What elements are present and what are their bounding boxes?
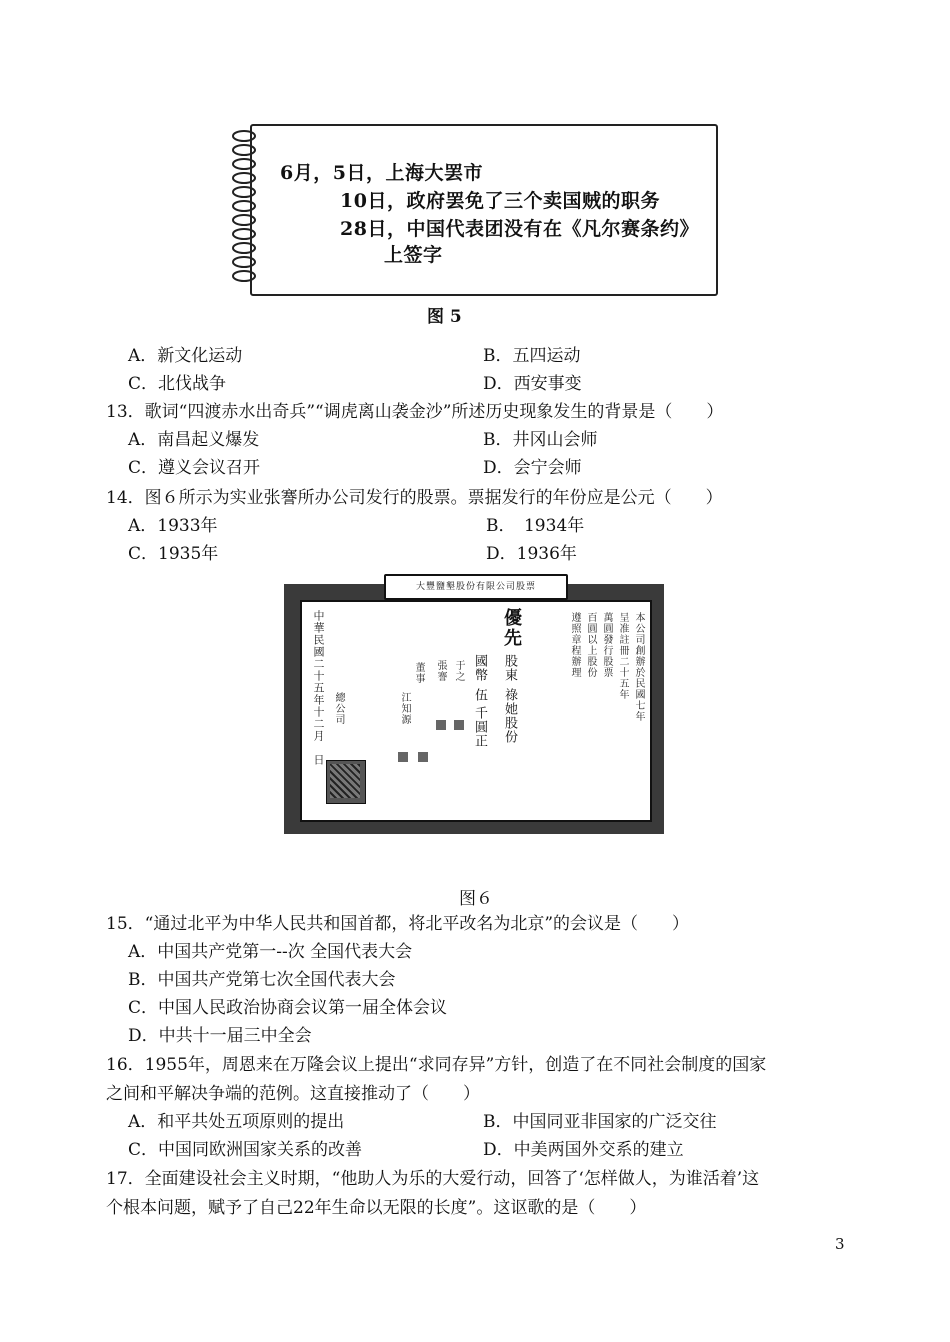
q12-option-a: A．新文化运动 bbox=[128, 346, 243, 366]
q16-stem-line-2: 之间和平解决争端的范例。这直接推动了（ ） bbox=[106, 1084, 480, 1104]
q14-stem: 14．图６所示为实业张謇所办公司发行的股票。票据发行的年份应是公元（ ） bbox=[106, 488, 723, 508]
fig5-line-4: 上签字 bbox=[384, 244, 443, 266]
cert-shares: 祿她股份 bbox=[502, 688, 517, 744]
q12-option-c: C．北伐战争 bbox=[128, 374, 227, 394]
cert-text-col: 萬圓發行股票 bbox=[601, 612, 612, 678]
q13-option-c: C．遵义会议召开 bbox=[128, 458, 261, 478]
cert-text-col: 遵照章程辦理 bbox=[569, 612, 580, 678]
q12-option-d: D．西安事变 bbox=[483, 374, 582, 394]
q12-option-b: B．五四运动 bbox=[483, 346, 581, 366]
q17-stem-line-2: 个根本问题，赋予了自己22年生命以无限的长度”。这讴歌的是（ ） bbox=[106, 1198, 647, 1218]
spiral-binding-icon bbox=[228, 128, 264, 292]
fig5-line-1: 6月，5日，上海大罢市 bbox=[280, 162, 483, 184]
q14-option-a: A．1933年 bbox=[128, 516, 218, 536]
q16-option-d: D．中美两国外交系的建立 bbox=[483, 1140, 684, 1160]
cert-currency: 國幣 bbox=[472, 654, 487, 682]
figure-6-stock-certificate bbox=[284, 572, 664, 838]
q16-option-b: B．中国同亚非国家的广泛交往 bbox=[483, 1112, 717, 1132]
q15-option-c: C．中国人民政治协商会议第一届全体会议 bbox=[128, 998, 448, 1018]
cert-text-col: 百圓以上股份 bbox=[585, 612, 596, 678]
cert-small-stamp bbox=[436, 720, 446, 730]
q13-option-a: A．南昌起义爆发 bbox=[128, 430, 260, 450]
q14-option-d: D．1936年 bbox=[486, 544, 577, 564]
q13-option-d: D．会宁会师 bbox=[483, 458, 582, 478]
cert-amount-digit: 伍 bbox=[472, 688, 487, 702]
cert-signature-col: 張謇 bbox=[435, 660, 446, 682]
cert-text-col: 呈准註冊二十五年 bbox=[617, 612, 628, 700]
fig5-line-3: 28日，中国代表团没有在《凡尔赛条约》 bbox=[340, 218, 699, 240]
q15-option-d: D．中共十一届三中全会 bbox=[128, 1026, 312, 1046]
figure-5-notebook bbox=[228, 122, 718, 298]
cert-small-stamp bbox=[398, 752, 408, 762]
q14-option-c: C．1935年 bbox=[128, 544, 219, 564]
q15-option-b: B．中国共产党第七次全国代表大会 bbox=[128, 970, 396, 990]
cert-signature-col: 于之 bbox=[453, 660, 464, 682]
q13-stem: 13．歌词“四渡赤水出奇兵”“调虎离山袭金沙”所述历史现象发生的背景是（ ） bbox=[106, 402, 724, 422]
page-number: 3 bbox=[835, 1235, 845, 1253]
q14-option-b: B． 1934年 bbox=[486, 516, 585, 536]
cert-signature-col: 江知源 bbox=[399, 692, 410, 725]
q16-option-c: C．中国同欧洲国家关系的改善 bbox=[128, 1140, 363, 1160]
cert-small-stamp bbox=[454, 720, 464, 730]
q16-option-a: A．和平共处五项原则的提出 bbox=[128, 1112, 345, 1132]
q15-option-a: A．中国共产党第一--次 全国代表大会 bbox=[128, 942, 413, 962]
fig5-line-2: 10日，政府罢免了三个卖国贼的职务 bbox=[340, 190, 660, 212]
q16-stem-line-1: 16．1955年，周恩来在万隆会议上提出“求同存异”方针，创造了在不同社会制度的国家 bbox=[106, 1055, 767, 1075]
cert-preferred: 優先 bbox=[501, 608, 522, 648]
cert-date: 中華民國二十五年十二月 日 bbox=[312, 610, 325, 766]
cert-board-label: 董事 bbox=[413, 662, 424, 684]
q13-option-b: B．井冈山会师 bbox=[483, 430, 598, 450]
cert-small-stamp bbox=[418, 752, 428, 762]
figure-5-caption: 图 5 bbox=[427, 307, 462, 327]
certificate-body bbox=[300, 600, 652, 822]
cert-text-col: 總公司 bbox=[333, 692, 344, 725]
q17-stem-line-1: 17．全面建设社会主义时期，“他助人为乐的大爱行动，回答了‘怎样做人，为谁活着’这 bbox=[106, 1169, 760, 1189]
cert-amount: 千圓正 bbox=[472, 706, 487, 748]
figure-6-caption: 图６ bbox=[459, 889, 493, 909]
q15-stem: 15．“通过北平为中华人民共和国首都，将北平改名为北京”的会议是（ ） bbox=[106, 914, 690, 934]
cert-text-col: 本公司創辦於民國七年 bbox=[633, 612, 644, 722]
certificate-banner: 大豐鹽墾股份有限公司股票 bbox=[384, 574, 568, 600]
cert-shareholder: 股東 bbox=[502, 654, 517, 682]
cert-seal-pattern bbox=[330, 764, 360, 798]
